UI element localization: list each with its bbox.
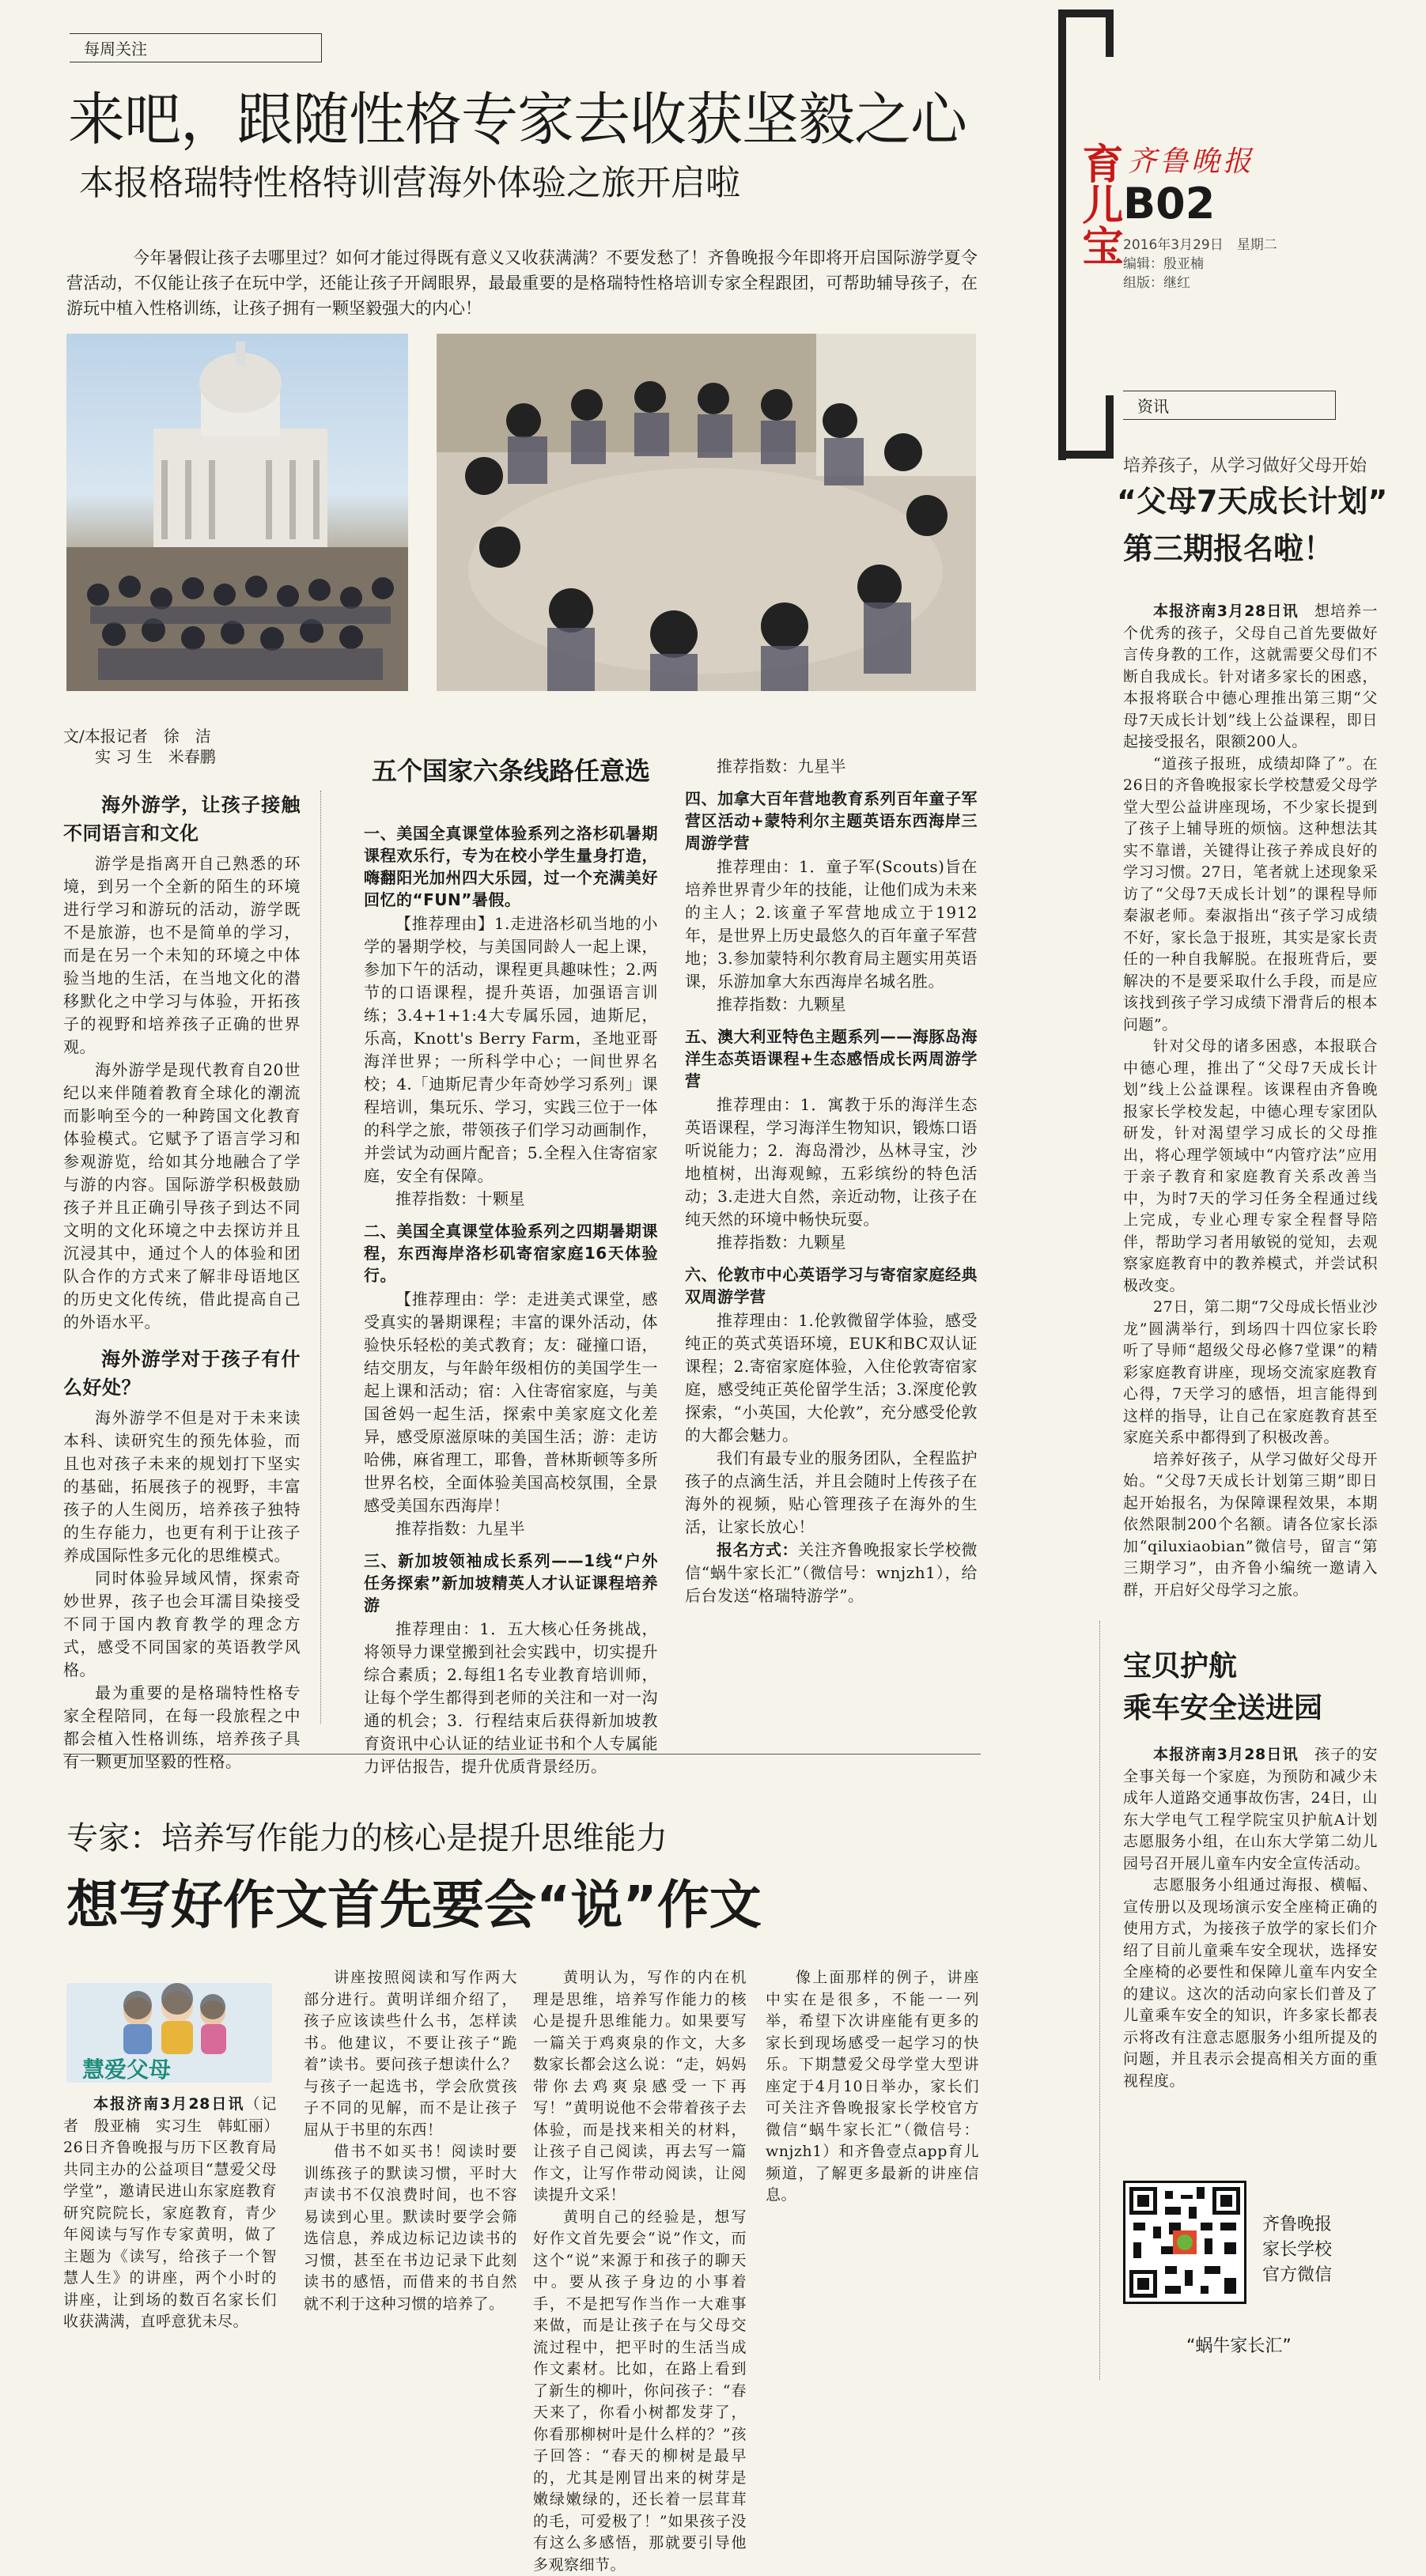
- news2-title-1: 宝贝护航: [1123, 1649, 1237, 1685]
- sidebar-kicker: 培养孩子，从学习做好父母开始: [1123, 452, 1367, 477]
- story2-paragraph: 借书不如买书！阅读时要训练孩子的默读习惯，平时大声读书不仅浪费时间，也不容易读到心里。默读时要学会筛选信息，养成边标记边读书的习惯，甚至在书边记录下此刻读书的感悟，而借来的书自然就不利于这种习惯的培养了。: [304, 2141, 517, 2315]
- story2-paragraph-text: 26日齐鲁晚报与历下区教育局共同主办的公益项目“慧爱父母学堂”，邀请民进山东家庭教育研究院院长，家庭教育，青少年阅读与写作专家黄明，做了主题为《读写，给孩子一个智慧人生》的讲座，两个小时的讲座，让到场的数百名家长们收获满满，直呼意犹未尽。: [63, 2139, 277, 2330]
- sidebar-paragraph: 针对父母的诸多困惑，本报联合中德心理，推出了“父母7天成长计划”线上公益课程。该课程由齐鲁晚报家长学校发起，中德心理专家团队研发，针对渴望学习成长的父母推出，将心理学领域中“内管疗法”应用于亲子教育和家庭教育关系改善当中，为时7天的学习任务全程通过线上完成，专业心理专家全程督导陪伴，帮助学习者用敏锐的觉知，去观察家庭教育中的教养模式，并尝试积极改变。: [1123, 1036, 1378, 1297]
- route-rating: 推荐指数：九星半: [685, 755, 978, 778]
- left-paragraph: 海外游学是现代教育自20世纪以来伴随着教育全球化的潮流而影响至今的一种跨国文化教育体验模式。它赋予了语言学习和参观游览，给如其分地融合了学与游的内容。国际游学积极鼓励孩子并且正确引导孩子到达不同文明的文化环境之中去探访并且沉浸其中，通过个人的体验和团队合作的方式来了解非母语地区的历史文化传统，借此提高自己的外语水平。: [63, 1059, 301, 1334]
- signup-body: 关注齐鲁晚报家长学校微信“蜗牛家长汇”（微信号：wnjzh1），给后台发送“格瑞特游学”。: [685, 1540, 978, 1605]
- sidebar-tag-label: 资讯: [1137, 397, 1169, 416]
- route-title: 五、澳大利亚特色主题系列——海豚岛海洋生态英语课程+生态感悟成长两周游学营: [685, 1025, 978, 1092]
- story2-logo-text: 慧爱父母: [82, 2053, 171, 2084]
- masthead-rule: [1058, 9, 1066, 460]
- story2-column-3: [533, 1967, 747, 2576]
- sidebar-tag: [1123, 391, 1336, 420]
- sidebar-paragraph-text: 想培养一个优秀的孩子，父母自己首先要做好言传身教的工作，这就需要父母们不断自我成长。针对诸多家长的困惑，本报将联合中德心理推出第三期“父母7天成长计划”线上公益课程，即日起接受报名，限额200人。: [1123, 602, 1378, 750]
- qr-caption-line1: 齐鲁晚报: [1262, 2212, 1332, 2238]
- story2-byline: （记者 殷亚楠 实习生 韩虹丽）: [63, 2095, 279, 2135]
- route-title: 三、新加坡领袖成长系列——1线“户外任务探索”新加坡精英人才认证课程培养游: [364, 1550, 658, 1616]
- sidebar-article: [1123, 601, 1378, 1601]
- left-heading-1: 海外游学，让孩子接触不同语言和文化: [63, 791, 301, 848]
- route-body: 推荐理由：1．童子军(Scouts)旨在培养世界青少年的技能，让他们成为未来的主人；2.该童子军营地成立于1912年，是世界上历史最悠久的百年童子军营地；3.参加蒙特利尔教育局主题实用英语课，乐游加拿大东西海岸名城名胜。: [685, 856, 978, 993]
- news2-paragraph: 志愿服务小组通过海报、横幅、宣传册以及现场演示安全座椅正确的使用方式，为接孩子放学的家长们介绍了目前儿童乘车安全现状，选择安全座椅的必要性和保障儿童车内安全的建议。这次的活动向家长们普及了儿童乘车安全的知识，许多家长都表示将改有注意志愿服务小组所提及的问题，并且表示会提高相关方面的重视程度。: [1123, 1875, 1378, 2092]
- news2-dateline: 本报济南3月28日讯: [1153, 1746, 1299, 1763]
- photo-students-circle: [437, 334, 976, 691]
- signup-paragraph: [685, 1539, 978, 1607]
- sidebar-paragraph: 培养好孩子，从学习做好父母开始。“父母7天成长计划第三期”即日起开始报名，为保障课程效果，本期依然限制200个名额。请各位家长添加“qiluxiaobian”微信号，留言“第三期学习”，由齐鲁小编统一邀请入群，开启好父母学习之旅。: [1123, 1449, 1378, 1602]
- story2-dateline: 本报济南3月28日讯: [93, 2095, 244, 2113]
- masthead-fret-top: [1058, 9, 1114, 57]
- news2-paragraph: [1123, 1744, 1378, 1875]
- qr-code[interactable]: [1123, 2181, 1246, 2304]
- story2-headline: 想写好作文首先要会“说”作文: [66, 1874, 762, 1937]
- story2-paragraph: 黄明自己的经验是，想写好作文首先要会“说”作文，而这个“说”来源于和孩子的聊天中。要从孩子身边的小事着手，不是把写作当作一大难事来做，而是让孩子在与父母交流过程中，把平时的生活当成作文素材。比如，在路上看到了新生的柳叶，你问孩子：“春天来了，你看小树都发芽了，你看那柳树叶是什么样的？”孩子回答：“春天的柳树是最早的，尤其是刚冒出来的树芽是嫩绿嫩绿的，还长着一层茸茸的毛，可爱极了！”如果孩子没有这么多感悟，那就要引导他多观察细节。: [533, 2207, 747, 2576]
- designer-credit: 组版：继红: [1123, 274, 1277, 293]
- story2-paragraph: 像上面那样的例子，讲座中实在是很多，不能一一列举，希望下次讲座能有更多的家长到现场感受一起学习的快乐。下期慧爱父母学堂大型讲座定于4月10日举办，家长们可关注齐鲁晚报家长学校官方微信“蜗牛家长汇”（微信号：wnjzh1）和齐鲁壹点app育儿频道，了解更多最新的讲座信息。: [766, 1967, 979, 2207]
- sidebar-title-2: 第三期报名啦！: [1123, 530, 1333, 568]
- route-title: 六、伦敦市中心英语学习与寄宿家庭经典双周游学营: [685, 1263, 978, 1308]
- sidebar-paragraph: “道孩子报班，成绩却降了”。在26日的齐鲁晚报家长学校慧爱父母学堂大型公益讲座现场，不少家长提到了孩子上辅导班的烦恼。这种想法其实不靠谱，关键得让孩子养成良好的学习习惯。27日，笔者就上述现象采访了“父母7天成长计划”的课程导师秦淑老师。秦淑指出“孩子学习成绩不好，家长急于报班，其实是家长责任的一种自我解脱。在报班背后，要解决的不是要采取什么手段，而是应该找到孩子学习成绩下滑背后的根本问题”。: [1123, 754, 1378, 1037]
- sidebar-paragraph: 27日，第二期“7父母成长悟业沙龙”圆满举行，到场四十四位家长聆听了导师“超级父母必修7堂课”的精彩家庭教育讲座，现场交流家庭教育心得，7天学习的感悟，坦言能得到这样的指导，让自己在家庭教育甚至家庭关系中都得到了积极改善。: [1123, 1297, 1378, 1449]
- route-rating: 推荐指数：九颗星: [685, 1231, 978, 1254]
- story2-paragraph: 黄明认为，写作的内在机理是思维，培养写作能力的核心是提升思维能力。如果要写一篇关于鸡爽泉的作文，大多数家长都会这么说：“走，妈妈带你去鸡爽泉感受一下再写！”黄明说他不会带着孩子去体验，而是找来相关的材料，让孩子自己阅读，再去写一篇作文，让写作带动阅读，让阅读提升文采！: [533, 1967, 747, 2207]
- left-heading-2: 海外游学对于孩子有什么好处？: [63, 1345, 301, 1402]
- story2-column-2: [304, 1967, 517, 2315]
- section-name: 育儿宝: [1076, 142, 1123, 266]
- column-divider: [320, 791, 321, 1724]
- left-paragraph: 同时体验异域风情，探索奇妙世界，孩子也会耳濡目染接受不同于国内教育教学的理念方式，感受不同国家的英语教学风格。: [63, 1567, 301, 1682]
- route-body: 【推荐理由】1.走进洛杉矶当地的小学的暑期学校，与美国同龄人一起上课，参加下午的活动，课程更具趣味性；2.两节的口语课程，提升英语，加强语言训练；3.4+1+1:4大专属乐园，迪斯尼，乐高，Knott's Berry Farm，圣地亚哥海洋世界；一所科学中心；一间世界名校；4.「迪斯尼青少年奇妙学习系列」课程培训，集玩乐、学习，实践三位于一体的科学之旅，带领孩子们学习动画制作，并尝试为动画片配音；5.全程入住寄宿家庭，安全有保障。: [364, 912, 658, 1188]
- route-rating: 推荐指数：九颗星: [685, 993, 978, 1016]
- left-paragraph: 海外游学不但是对于未来读本科、读研究生的预先体验，而且也对孩子未来的规划打下坚实的基础，拓展孩子的视野，丰富孩子的人生阅历，培养孩子独特的生存能力，也更有利于让孩子养成国际性多元化的思维模式。: [63, 1407, 301, 1567]
- route-body: 推荐理由：1．寓教于乐的海洋生态英语课程，学习海洋生物知识，锻炼口语听说能力；2．海岛滑沙，丛林寻宝，沙地植树，出海观鲸，五彩缤纷的特色活动；3.走进大自然，亲近动物，让孩子在纯天然的环境中畅快玩耍。: [685, 1093, 978, 1231]
- photo-capitol-group: [66, 334, 408, 691]
- story2-column-4: [766, 1967, 979, 2207]
- qr-caption-line2: 家长学校: [1262, 2238, 1332, 2263]
- route-title: 一、美国全真课堂体验系列之洛杉矶暑期课程欢乐行，专为在校小学生量身打造，嗨翻阳光加州四大乐园，过一个充满美好回忆的“FUN”暑假。: [364, 822, 658, 911]
- headline: 来吧，跟随性格专家去收获坚毅之心: [68, 85, 966, 153]
- news2-article: [1123, 1744, 1378, 2092]
- lead-paragraph: 今年暑假让孩子去哪里过？如何才能过得既有意义又收获满满？不要发愁了！齐鲁晚报今年即将开启国际游学夏令营活动，不仅能让孩子在玩中学，还能让孩子开阔眼界，最最重要的是格瑞特性格培训专家全程跟团，可帮助辅导孩子，在游玩中植入性格训练，让孩子拥有一颗坚毅强大的内心！: [66, 245, 978, 321]
- byline: [63, 726, 216, 767]
- masthead-fret-bottom: [1058, 395, 1114, 459]
- news2-title-2: 乘车安全送进园: [1123, 1690, 1322, 1727]
- route-rating: 推荐指数：十颗星: [364, 1188, 658, 1211]
- section-tag-label: 每周关注: [84, 40, 147, 59]
- sidebar-paragraph: [1123, 601, 1378, 754]
- masthead-meta: [1123, 236, 1277, 293]
- left-paragraph: 最为重要的是格瑞特性格专家全程陪同，在每一段旅程之中都会植入性格训练，培养孩子具有一颗更加坚毅的性格。: [63, 1682, 301, 1773]
- subheadline: 本报格瑞特性格特训营海外体验之旅开启啦: [79, 161, 740, 206]
- route-body: 【推荐理由：学：走进美式课堂，感受真实的暑期课程；丰富的课外活动，体验快乐轻松的美式教育；友：碰撞口语，结交朋友，与年龄年级相仿的美国学生一起上课和活动；宿：入住寄宿家庭，与美国爸妈一起生活，探索中美家庭文化差异，感受原滋原味的美国生活；游：走访哈佛，麻省理工，耶鲁，普林斯顿等多所世界名校，全面体验美国高校氛围，全景感受美国东西海岸！: [364, 1288, 658, 1517]
- family-illustration: [66, 1983, 272, 2054]
- routes-heading: 五个国家六条线路任意选: [372, 755, 650, 787]
- editor-credit: 编辑：殷亚楠: [1123, 255, 1277, 274]
- route-rating: 推荐指数：九星半: [364, 1517, 658, 1540]
- story2-logo: [66, 1983, 272, 2083]
- left-paragraph: 游学是指离开自己熟悉的环境，到另一个全新的陌生的环境进行学习和游玩的活动，游学既不是旅游，也不是简单的学习，而是在另一个未知的环境之中体验当地的生活，在当地文化的潜移默化之中学习与体验，开拓孩子的视野和培养孩子正确的世界观。: [63, 852, 301, 1059]
- byline-line2: 实 习 生 米春鹏: [63, 746, 216, 767]
- route-title: 二、美国全真课堂体验系列之四期暑期课程，东西海岸洛杉矶寄宿家庭16天体验行。: [364, 1220, 658, 1286]
- route-title: 四、加拿大百年营地教育系列百年童子军营区活动+蒙特利尔主题英语东西海岸三周游学营: [685, 788, 978, 854]
- qr-caption: [1262, 2212, 1332, 2288]
- route-body: 推荐理由：1.伦敦微留学体验，感受纯正的英式英语环境，EUK和BC双认证课程；2.寄宿家庭体验，入住伦敦寄宿家庭，感受纯正英伦留学生活；3.深度伦敦探索，“小英国，大伦敦”，充分感受伦敦的大都会魅力。: [685, 1309, 978, 1447]
- routes-column-1: [364, 822, 658, 1778]
- route-body: 推荐理由：1．五大核心任务挑战，将领导力课堂搬到社会实践中，切实提升综合素质；2.每组1名专业教育培训师，让每个学生都得到老师的关注和一对一沟通的机会；3．行程结束后获得新加坡教育资讯中心认证的结业证书和个人专属能力评估报告，提升优质背景经历。: [364, 1618, 658, 1778]
- paper-logo: 齐鲁晚报: [1128, 139, 1254, 179]
- story2-kicker: 专家：培养写作能力的核心是提升思维能力: [66, 1819, 668, 1858]
- page-number: B02: [1123, 180, 1215, 228]
- closing-paragraph: 我们有最专业的服务团队，全程监护孩子的点滴生活，并且会随时上传孩子在海外的视频，贴心管理孩子在海外的生活，让家长放心！: [685, 1447, 978, 1539]
- qr-account-name: “蜗牛家长汇”: [1186, 2332, 1292, 2357]
- left-column: [63, 791, 301, 1773]
- issue-date: 2016年3月29日 星期二: [1123, 236, 1277, 255]
- sidebar-title-1: “父母7天成长计划”: [1117, 482, 1387, 520]
- sidebar-dateline: 本报济南3月28日讯: [1153, 602, 1299, 620]
- qr-caption-line3: 官方微信: [1262, 2263, 1332, 2288]
- story2-paragraph: [63, 2094, 277, 2333]
- sidebar-divider: [1099, 1621, 1100, 2380]
- routes-column-2: [685, 755, 978, 1607]
- story2-paragraph: 讲座按照阅读和写作两大部分进行。黄明详细介绍了，孩子应该读些什么书，怎样读书。他建议，不要让孩子“跪着”读书。要问孩子想读什么？与孩子一起选书，学会欣赏孩子不同的见解，而不是让孩子屈从于书里的东西！: [304, 1967, 517, 2141]
- section-tag: [70, 33, 322, 62]
- story2-column-1: [63, 2094, 277, 2333]
- byline-line1: 文/本报记者 徐 洁: [63, 726, 216, 746]
- news2-paragraph-text: 孩子的安全事关每一个家庭，为预防和减少未成年人道路交通事故伤害，24日，山东大学电气工程学院宝贝护航A计划志愿服务小组，在山东大学第二幼儿园号召开展儿童车内安全宣传活动。: [1123, 1746, 1378, 1872]
- signup-label: 报名方式：: [717, 1540, 798, 1559]
